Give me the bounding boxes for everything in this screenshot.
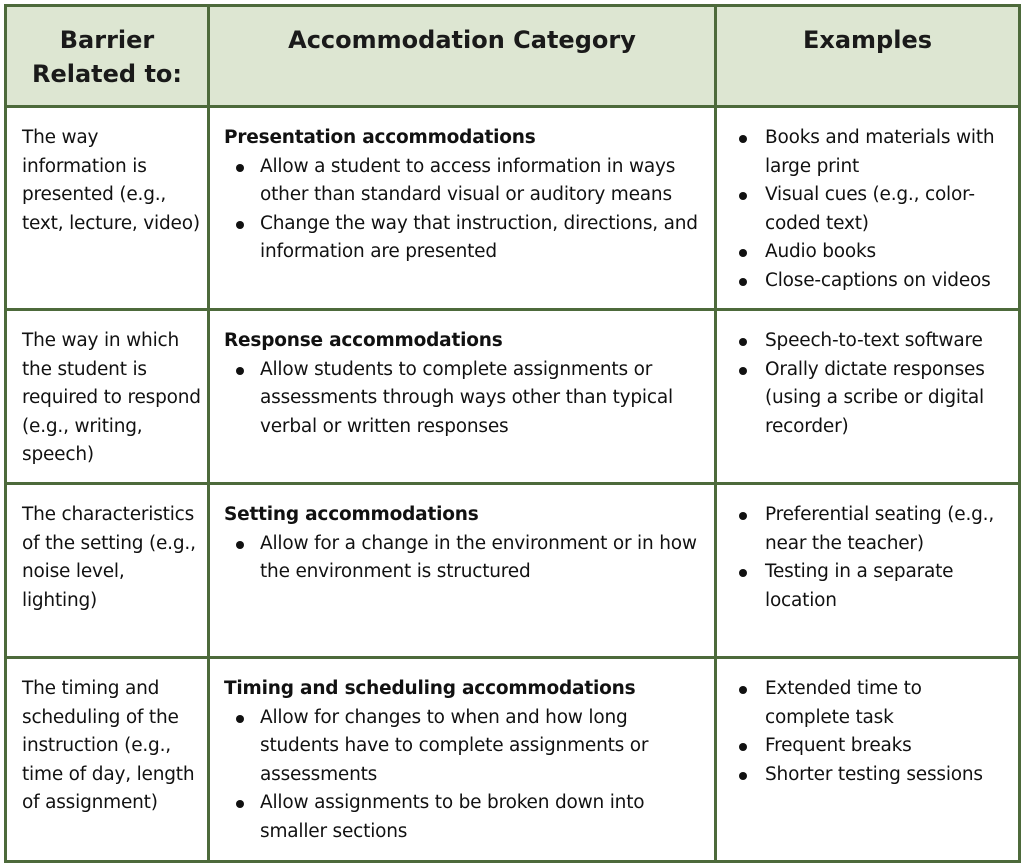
list-item: Books and materials with large print xyxy=(729,124,1012,181)
category-list xyxy=(224,356,704,442)
category-cell xyxy=(209,107,716,310)
table-row xyxy=(6,107,1020,310)
list-item: Visual cues (e.g., color-coded text) xyxy=(729,181,1012,238)
accommodations-table xyxy=(4,4,1021,863)
barrier-cell: The way in which the student is required to respond (e.g., writing, speech) xyxy=(6,310,209,484)
barrier-cell: The way information is presented (e.g., text, lecture, video) xyxy=(6,107,209,310)
barrier-cell: The timing and scheduling of the instruction (e.g., time of day, length of assignment) xyxy=(6,658,209,862)
category-title: Setting accommodations xyxy=(224,504,479,525)
list-item: Preferential seating (e.g., near the teacher) xyxy=(729,501,1012,558)
category-title: Response accommodations xyxy=(224,330,503,351)
examples-cell xyxy=(716,107,1020,310)
barrier-cell: The characteristics of the setting (e.g., noise level, lighting) xyxy=(6,484,209,658)
category-list xyxy=(224,530,704,587)
list-item: Allow a student to access information in ways other than standard visual or auditory means xyxy=(224,153,704,210)
examples-cell xyxy=(716,484,1020,658)
table-row xyxy=(6,658,1020,862)
examples-list xyxy=(729,501,1012,615)
category-title: Timing and scheduling accommodations xyxy=(224,678,636,699)
list-item: Orally dictate responses (using a scribe or digital recorder) xyxy=(729,356,1012,442)
category-title: Presentation accommodations xyxy=(224,127,536,148)
header-barrier-line2: Related to: xyxy=(31,60,183,88)
table-row xyxy=(6,310,1020,484)
list-item: Allow assignments to be broken down into smaller sections xyxy=(224,789,704,846)
category-list xyxy=(224,153,704,267)
list-item: Extended time to complete task xyxy=(729,675,1012,732)
list-item: Speech-to-text software xyxy=(729,327,1012,356)
examples-list xyxy=(729,327,1012,441)
list-item: Allow for a change in the environment or in how the environment is structured xyxy=(224,530,704,587)
list-item: Allow for changes to when and how long students have to complete assignments or assessments xyxy=(224,704,704,790)
category-cell xyxy=(209,658,716,862)
examples-cell xyxy=(716,310,1020,484)
list-item: Frequent breaks xyxy=(729,732,1012,761)
list-item: Audio books xyxy=(729,238,1012,267)
list-item: Testing in a separate location xyxy=(729,558,1012,615)
category-cell xyxy=(209,484,716,658)
header-row xyxy=(6,6,1020,107)
list-item: Close-captions on videos xyxy=(729,267,1012,296)
header-barrier-line1: Barrier xyxy=(59,26,155,54)
category-cell xyxy=(209,310,716,484)
examples-list xyxy=(729,675,1012,789)
header-examples: Examples xyxy=(716,6,1020,107)
examples-list xyxy=(729,124,1012,295)
examples-cell xyxy=(716,658,1020,862)
list-item: Shorter testing sessions xyxy=(729,761,1012,790)
header-barrier xyxy=(6,6,209,107)
table-row xyxy=(6,484,1020,658)
header-category: Accommodation Category xyxy=(209,6,716,107)
list-item: Change the way that instruction, directions, and information are presented xyxy=(224,210,704,267)
list-item: Allow students to complete assignments or assessments through ways other than typical verbal or written responses xyxy=(224,356,704,442)
category-list xyxy=(224,704,704,847)
